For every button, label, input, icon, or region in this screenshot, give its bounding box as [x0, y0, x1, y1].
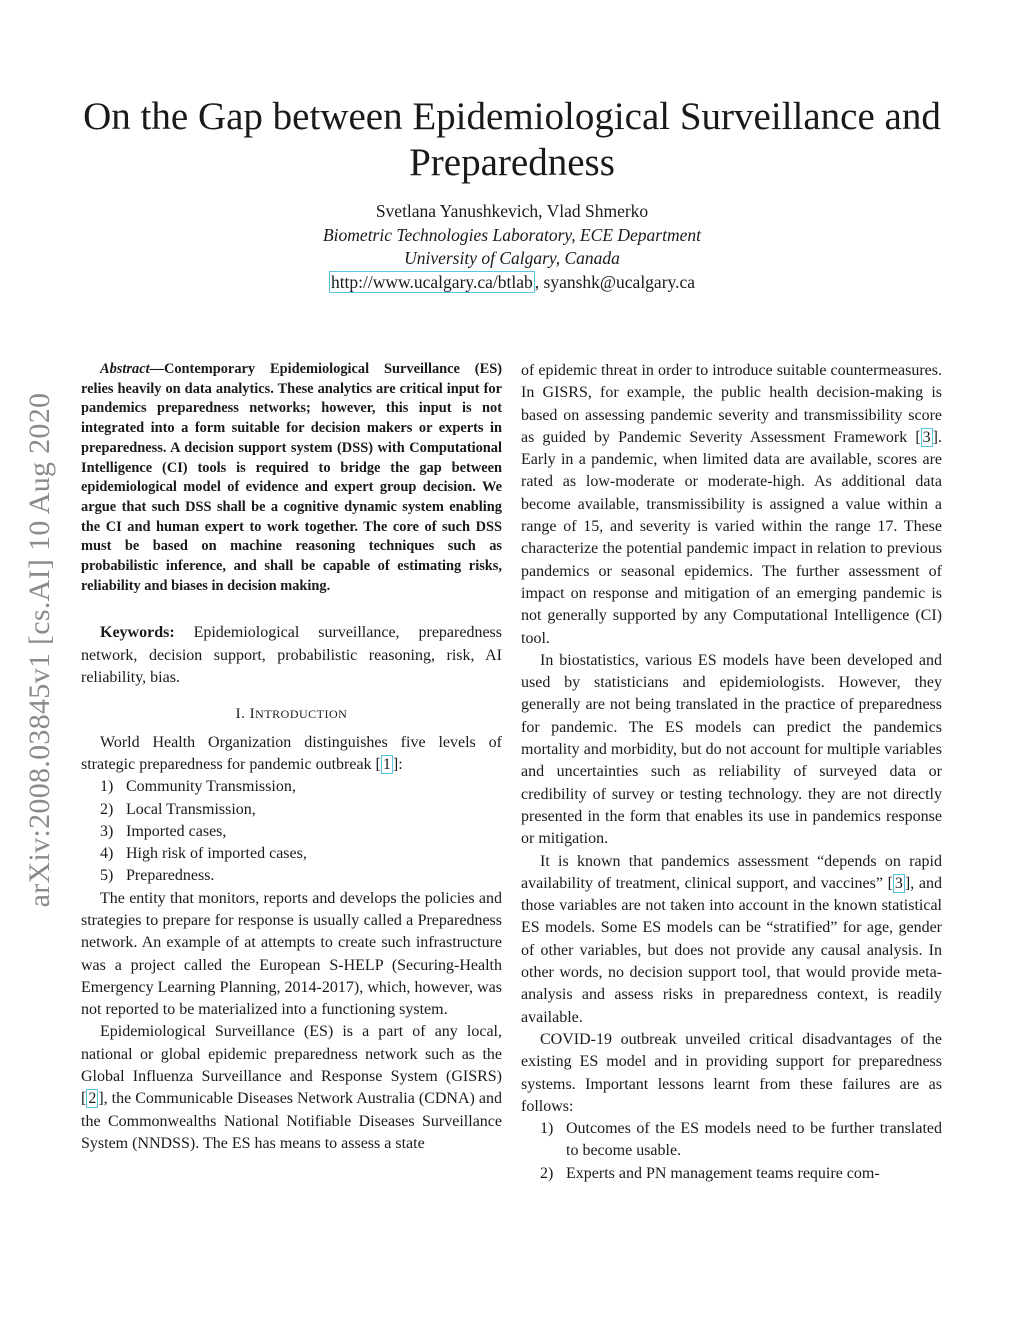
citation-link[interactable]: 3: [894, 874, 903, 892]
list-item: 5) Preparedness.: [100, 867, 215, 885]
right-paragraph-2: In biostatistics, various ES models have been developed and used by statisticians and epidemiologists. However, they generally are not being translated in the practice of preparedness for pandemic. The ES models can predict the pandemics mortality and morbidity, but do not account for multiple variables and uncertainties such as reliability of surveyed data or credibility of survey or testing technology. they are not directly presented in the form that enables its use in pandemics response or mitigation.: [521, 651, 942, 848]
list-item: 4) High risk of imported cases,: [100, 845, 307, 863]
affiliation-university: University of Calgary, Canada: [404, 248, 620, 268]
list-item: 2) Experts and PN management teams require com-: [540, 1164, 880, 1182]
lessons-list: [521, 1118, 942, 1185]
author-block: [160, 200, 864, 294]
right-paragraph-4: COVID-19 outbreak unveiled critical disadvantages of the existing ES model and in providing support for preparedness systems. Important lessons learnt from these failures are as follows:: [521, 1030, 942, 1115]
list-item: 3) Imported cases,: [100, 822, 227, 840]
left-column: [81, 360, 502, 1155]
right-column: [521, 360, 942, 1185]
preparedness-levels-list: [81, 776, 502, 887]
list-item: 1) Outcomes of the ES models need to be further translated to become usable.: [540, 1120, 942, 1160]
citation-link[interactable]: 1: [382, 755, 391, 773]
right-paragraph-3: It is known that pandemics assessment “depends on rapid availability of treatment, clinical support, and vaccines” [ 3 ], and those variables are not taken into account in the known statistical ES models. Some ES models can be “stratified” for age, gender of other variables, but does not provide any causal analysis. In other words, no decision support tool, that would provide meta-analysis and assess risks in preparedness context, is readily available.: [521, 852, 942, 1026]
section-heading-introduction: I. INTRODUCTION: [235, 706, 348, 723]
list-item: 2) Local Transmission,: [100, 800, 256, 818]
citation-link[interactable]: 2: [88, 1090, 97, 1108]
email-text: , syanshk@ucalgary.ca: [534, 271, 696, 292]
keywords-label: Keywords:: [100, 624, 175, 642]
citation-link[interactable]: 3: [922, 428, 931, 446]
contact-line: [160, 271, 864, 295]
intro-paragraph-3: Epidemiological Surveillance (ES) is a part of any local, national or global epidemic preparedness network such as the Global Influenza Surveillance and Response System (GISRS) [ 2 ], the Communicable Diseases Network Australia (CDNA) and the Commonwealths National Notifiable Diseases Surveillance System (NNDSS). The ES has means to assess a state: [81, 1023, 502, 1152]
abstract: [81, 360, 502, 596]
abstract-text: —Contemporary Epidemiological Surveillance (ES) relies heavily on data analytics. These analytics are critical input for pandemics preparedness networks; however, this input is not integrated into a form suitable for decision makers or experts in preparedness. A decision support system (DSS) with Computational Intelligence (CI) tools is required to bridge the gap between epidemiological model of evidence and expert group decision. We argue that such DSS shall be a cognitive dynamic system enabling the CI and human expert to work together. The core of such DSS must be based on machine reasoning techniques such as probabilistic inference, and shall be capable of estimating risks, reliability and biases in decision making.: [81, 361, 502, 594]
affiliation-lab: Biometric Technologies Laboratory, ECE Department: [322, 224, 701, 245]
intro-paragraph-1: World Health Organization distinguishes five levels of strategic preparedness for pandemic outbreak [ 1 ]:: [81, 733, 502, 773]
lab-url-link[interactable]: http://www.ucalgary.ca/btlab: [330, 271, 533, 292]
intro-paragraph-2: The entity that monitors, reports and develops the policies and strategies to prepare for response is usually called a Preparedness network. An example of at attempts to create such infrastructure was a project called the European S-HELP (Securing-Health Emergency Learning Planning, 2014-2017), which, however, was not reported to be materialized into a functioning system.: [81, 889, 502, 1019]
arxiv-stamp: [8, 350, 72, 950]
abstract-label: Abstract: [100, 361, 150, 377]
paper-title: On the Gap between Epidemiological Surveillance and Preparedness: [83, 95, 941, 184]
keywords: [81, 622, 502, 689]
list-item: 1) Community Transmission,: [100, 778, 296, 796]
arxiv-id: arXiv:2008.03845v1 [cs.AI] 10 Aug 2020: [23, 392, 56, 908]
right-paragraph-1: of epidemic threat in order to introduce suitable countermeasures. In GISRS, for example, the public health decision-making is based on assessing pandemic severity and transmissibility score as guided by Pandemic Severity Assessment Framework [ 3 ]. Early in a pandemic, when limited data are available, scores are rated as low-moderate or moderate-high. As additional data become available, transmissibility is assigned a value within a range of 15, and severity is varied within the range 17. These characterize the potential pandemic impact in relation to previous pandemics or seasonal epidemics. The further assessment of impact on response and mitigation of an emerging pandemic is not generally supported by any Computational Intelligence (CI) tool.: [521, 362, 942, 647]
author-names: Svetlana Yanushkevich, Vlad Shmerko: [375, 201, 649, 221]
keywords-text: Epidemiological surveillance, preparedness network, decision support, probabilistic reasoning, risk, AI reliability, bias.: [81, 624, 502, 687]
